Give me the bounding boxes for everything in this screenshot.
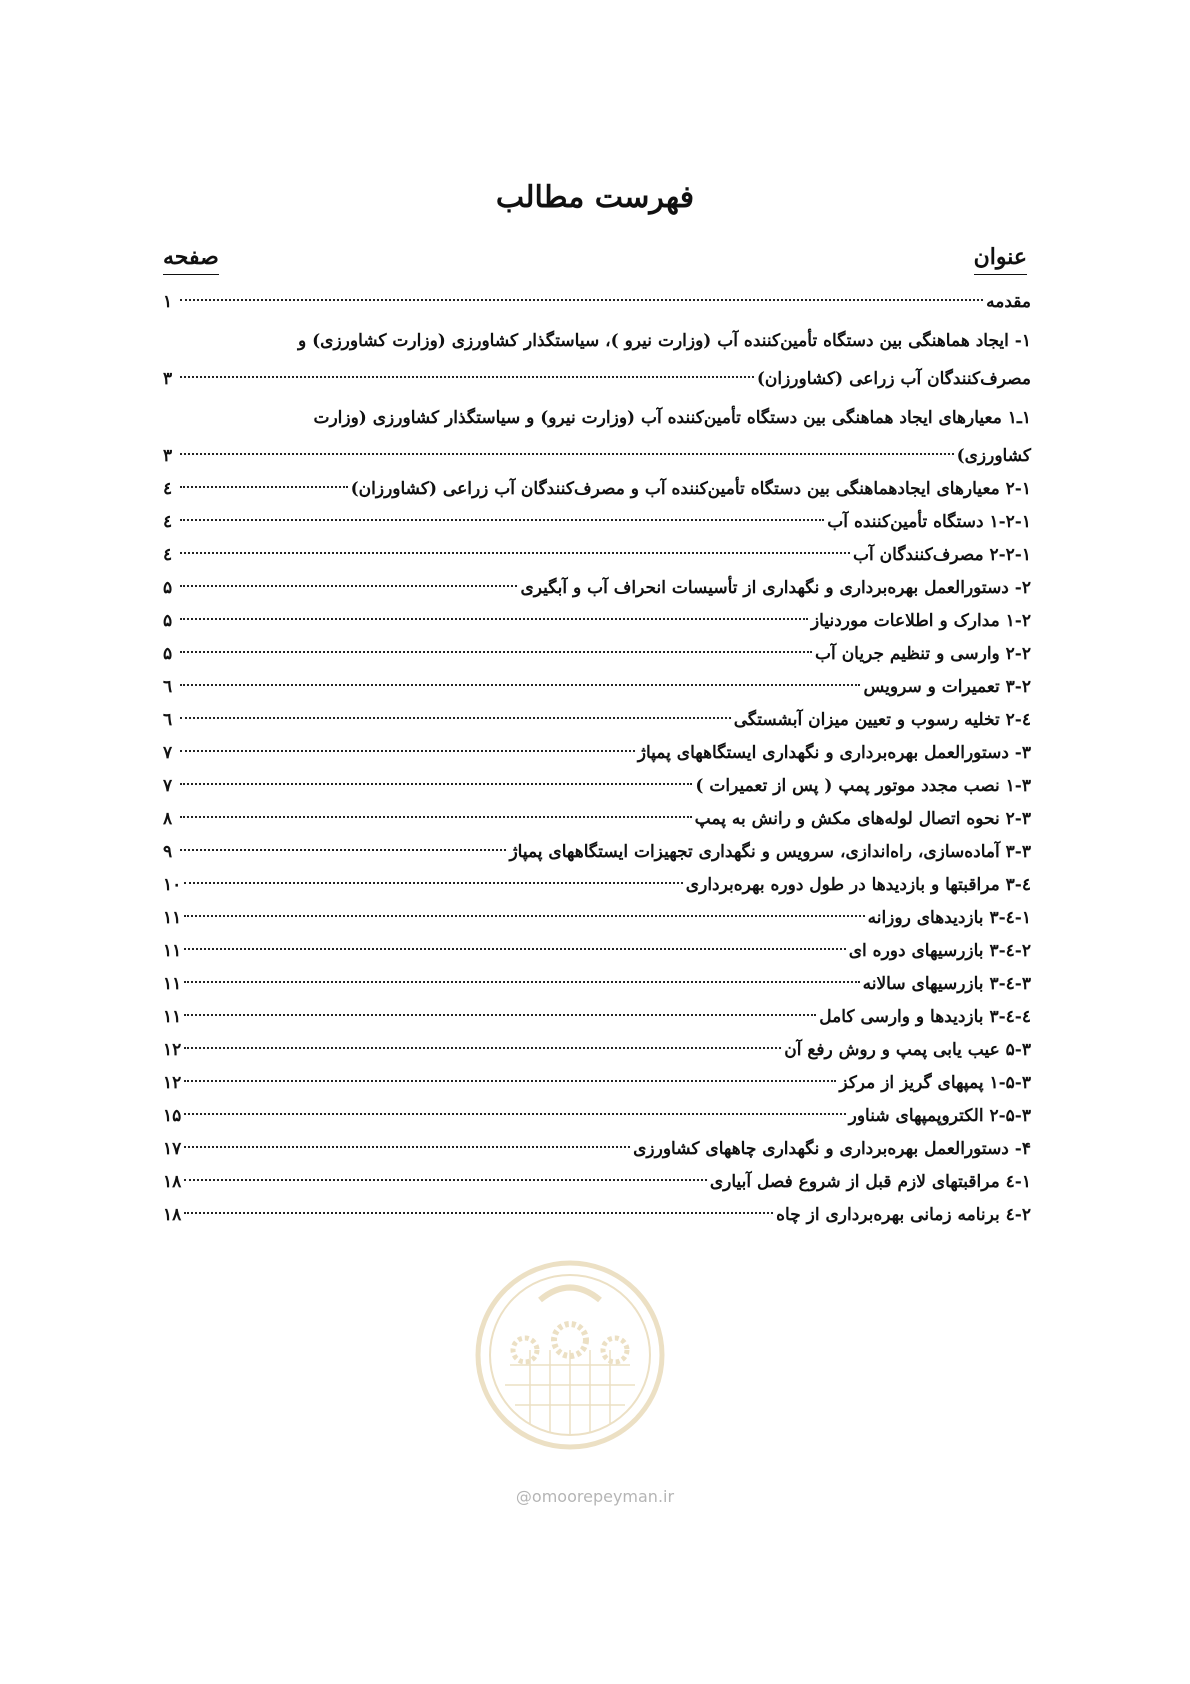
- dot-leader: [180, 717, 731, 719]
- toc-entry-title: ۴- دستورالعمل بهره‌برداری و نگهداری چاههای کشاورزی: [633, 1139, 1031, 1159]
- toc-entry-page: ۳: [163, 369, 173, 389]
- dot-leader: [184, 948, 845, 950]
- page-title: فهرست مطالب: [495, 180, 695, 215]
- toc-entry[interactable]: [163, 803, 1031, 836]
- toc-entry-title: ۳-۲ تعمیرات و سرویس: [863, 677, 1031, 697]
- dot-leader: [184, 1047, 781, 1049]
- toc-entry-title: ۲-۵-۳ الکتروپمپهای شناور: [848, 1106, 1031, 1126]
- toc-entry[interactable]: [163, 605, 1031, 638]
- toc-entry-title: ۲-٤ برنامه زمانی بهره‌برداری از چاه: [776, 1205, 1031, 1225]
- toc-entry-title: ۱-٤ مراقبتهای لازم قبل از شروع فصل آبیاری: [709, 1172, 1031, 1192]
- toc-entry[interactable]: [163, 286, 1031, 319]
- toc-entry[interactable]: [163, 440, 1031, 473]
- toc-entry-page: ۱۸: [163, 1172, 182, 1192]
- toc-entry[interactable]: [163, 1199, 1031, 1232]
- dot-leader: [180, 783, 692, 785]
- toc-entry-title: ۱-٤-۳ بازدیدهای روزانه: [867, 908, 1031, 928]
- toc-entry-title: ۲- دستورالعمل بهره‌برداری و نگهداری از تأسیسات انحراف آب و آبگیری: [520, 578, 1031, 598]
- dot-leader: [180, 453, 954, 455]
- toc-entry-page: ۱۰: [163, 875, 182, 895]
- dot-leader: [184, 1146, 630, 1148]
- toc-entry-title: ۲-۳ نحوه اتصال لوله‌های مکش و رانش به پمپ: [694, 809, 1031, 829]
- dot-leader: [184, 981, 859, 983]
- toc-entry-title: کشاورزی): [956, 446, 1031, 466]
- dot-leader: [180, 618, 808, 620]
- toc-entry-title: ۲-۲ وارسی و تنظیم جریان آب: [815, 644, 1031, 664]
- toc-entry[interactable]: [163, 869, 1031, 902]
- toc-entry-continuation: ۱ـ۱ معیارهای ایجاد هماهنگی بین دستگاه تأمین‌کننده آب (وزارت نیرو) و سیاستگذار کشاورزی (وزارت: [313, 408, 1031, 428]
- toc-entry-page: ۱۱: [163, 974, 182, 994]
- dot-leader: [184, 1179, 707, 1181]
- toc-entry[interactable]: [163, 1034, 1031, 1067]
- toc-entry-page: ٤: [163, 479, 173, 499]
- toc-entry-title: ۳- دستورالعمل بهره‌برداری و نگهداری ایستگاههای پمپاژ: [637, 743, 1031, 763]
- toc-entry-title: ۳-۳ آماده‌سازی، راه‌اندازی، سرویس و نگهداری تجهیزات ایستگاههای پمپاژ: [509, 842, 1031, 862]
- toc-entry-page: ۷: [163, 776, 173, 796]
- dot-leader: [180, 651, 812, 653]
- dot-leader: [180, 519, 824, 521]
- toc-entry-title: ۲-۲-۱ مصرف‌کنندگان آب: [853, 545, 1031, 565]
- toc-entry-page: ۵: [163, 611, 173, 631]
- toc-entry-page: ۵: [163, 578, 173, 598]
- column-header-title: عنوان: [974, 244, 1027, 275]
- toc-entry-title: ۱-۳ نصب مجدد موتور پمپ ( پس از تعمیرات ): [695, 776, 1031, 796]
- toc-entry[interactable]: [163, 1166, 1031, 1199]
- toc-entry-page: ۱۱: [163, 908, 182, 928]
- toc-entry[interactable]: [163, 935, 1031, 968]
- dot-leader: [180, 376, 754, 378]
- toc-entry-title: ٤-۳ مراقبتها و بازدیدها در طول دوره بهره‌برداری: [685, 875, 1031, 895]
- dot-leader: [184, 1080, 836, 1082]
- column-header-page: صفحه: [163, 244, 219, 275]
- dot-leader: [184, 1113, 845, 1115]
- watermark-text: @omoorepeyman.ir: [515, 1487, 675, 1506]
- toc-entry[interactable]: [163, 737, 1031, 770]
- toc-entry-page: ۱۱: [163, 1007, 182, 1027]
- toc-entry[interactable]: [163, 836, 1031, 869]
- toc-entry-title: ۱-۲ مدارک و اطلاعات موردنیاز: [810, 611, 1031, 631]
- toc-entry-title: ۲-۱ معیارهای ایجادهماهنگی بین دستگاه تأمین‌کننده آب و مصرف‌کنندگان آب زراعی (کشاورزان): [350, 479, 1031, 499]
- toc-entry-page: ٦: [163, 677, 173, 697]
- toc-entry-title: ٤-۲ تخلیه رسوب و تعیین میزان آبشستگی: [733, 710, 1031, 730]
- toc-entry-continuation: ۱- ایجاد هماهنگی بین دستگاه تأمین‌کننده آب (وزارت نیرو )، سیاستگذار کشاورزی (وزارت کشاورزی) و: [297, 331, 1031, 351]
- toc-entry[interactable]: [163, 638, 1031, 671]
- dot-leader: [180, 849, 506, 851]
- toc-entry-title: ٤-٤-۳ بازدیدها و وارسی کامل: [819, 1007, 1031, 1027]
- toc-entry[interactable]: [163, 572, 1031, 605]
- toc-entry[interactable]: [163, 473, 1031, 506]
- table-of-contents: [163, 286, 1031, 1232]
- toc-entry[interactable]: [163, 1133, 1031, 1166]
- dot-leader: [180, 486, 348, 488]
- dot-leader: [184, 1212, 773, 1214]
- toc-entry-page: ٦: [163, 710, 173, 730]
- toc-entry-page: ٤: [163, 512, 173, 532]
- dot-leader: [180, 585, 517, 587]
- toc-entry-page: ۱۵: [163, 1106, 182, 1126]
- dot-leader: [184, 1014, 816, 1016]
- toc-entry[interactable]: [163, 671, 1031, 704]
- toc-entry-title: ۱-۲-۱ دستگاه تأمین‌کننده آب: [827, 512, 1031, 532]
- toc-entry-page: ۱: [163, 292, 173, 312]
- toc-entry-page: ۸: [163, 809, 173, 829]
- toc-entry[interactable]: [163, 363, 1031, 396]
- dot-leader: [184, 882, 683, 884]
- dot-leader: [180, 299, 983, 301]
- toc-entry-page: ۷: [163, 743, 173, 763]
- toc-entry[interactable]: [163, 1001, 1031, 1034]
- toc-entry-page: ۹: [163, 842, 173, 862]
- dot-leader: [180, 684, 860, 686]
- toc-entry-page: ٤: [163, 545, 173, 565]
- toc-entry[interactable]: [163, 539, 1031, 572]
- dot-leader: [184, 915, 864, 917]
- toc-entry-title: مصرف‌کنندگان آب زراعی (کشاورزان): [756, 369, 1031, 389]
- toc-entry-page: ۵: [163, 644, 173, 664]
- toc-entry[interactable]: [163, 704, 1031, 737]
- toc-entry-page: ۳: [163, 446, 173, 466]
- toc-entry-title: ۱-۵-۳ پمپهای گریز از مرکز: [839, 1073, 1031, 1093]
- toc-entry[interactable]: [163, 1067, 1031, 1100]
- toc-entry-page: ۱۷: [163, 1139, 182, 1159]
- dot-leader: [180, 816, 692, 818]
- toc-entry[interactable]: [163, 968, 1031, 1001]
- toc-entry-page: ۱۸: [163, 1205, 182, 1225]
- dot-leader: [180, 750, 635, 752]
- toc-entry-title: ۲-٤-۳ بازرسیهای دوره ای: [848, 941, 1031, 961]
- toc-entry-title: ۵-۳ عیب یابی پمپ و روش رفع آن: [784, 1040, 1031, 1060]
- toc-entry[interactable]: [163, 506, 1031, 539]
- toc-entry-page: ۱۲: [163, 1040, 182, 1060]
- dot-leader: [180, 552, 850, 554]
- toc-entry-title: مقدمه: [986, 292, 1031, 312]
- toc-entry-page: ۱۲: [163, 1073, 182, 1093]
- toc-entry[interactable]: [163, 1100, 1031, 1133]
- watermark-seal-icon: [470, 1255, 670, 1455]
- toc-entry[interactable]: [163, 902, 1031, 935]
- toc-entry[interactable]: [163, 770, 1031, 803]
- toc-entry-title: ۳-٤-۳ بازرسیهای سالانه: [862, 974, 1031, 994]
- toc-entry-page: ۱۱: [163, 941, 182, 961]
